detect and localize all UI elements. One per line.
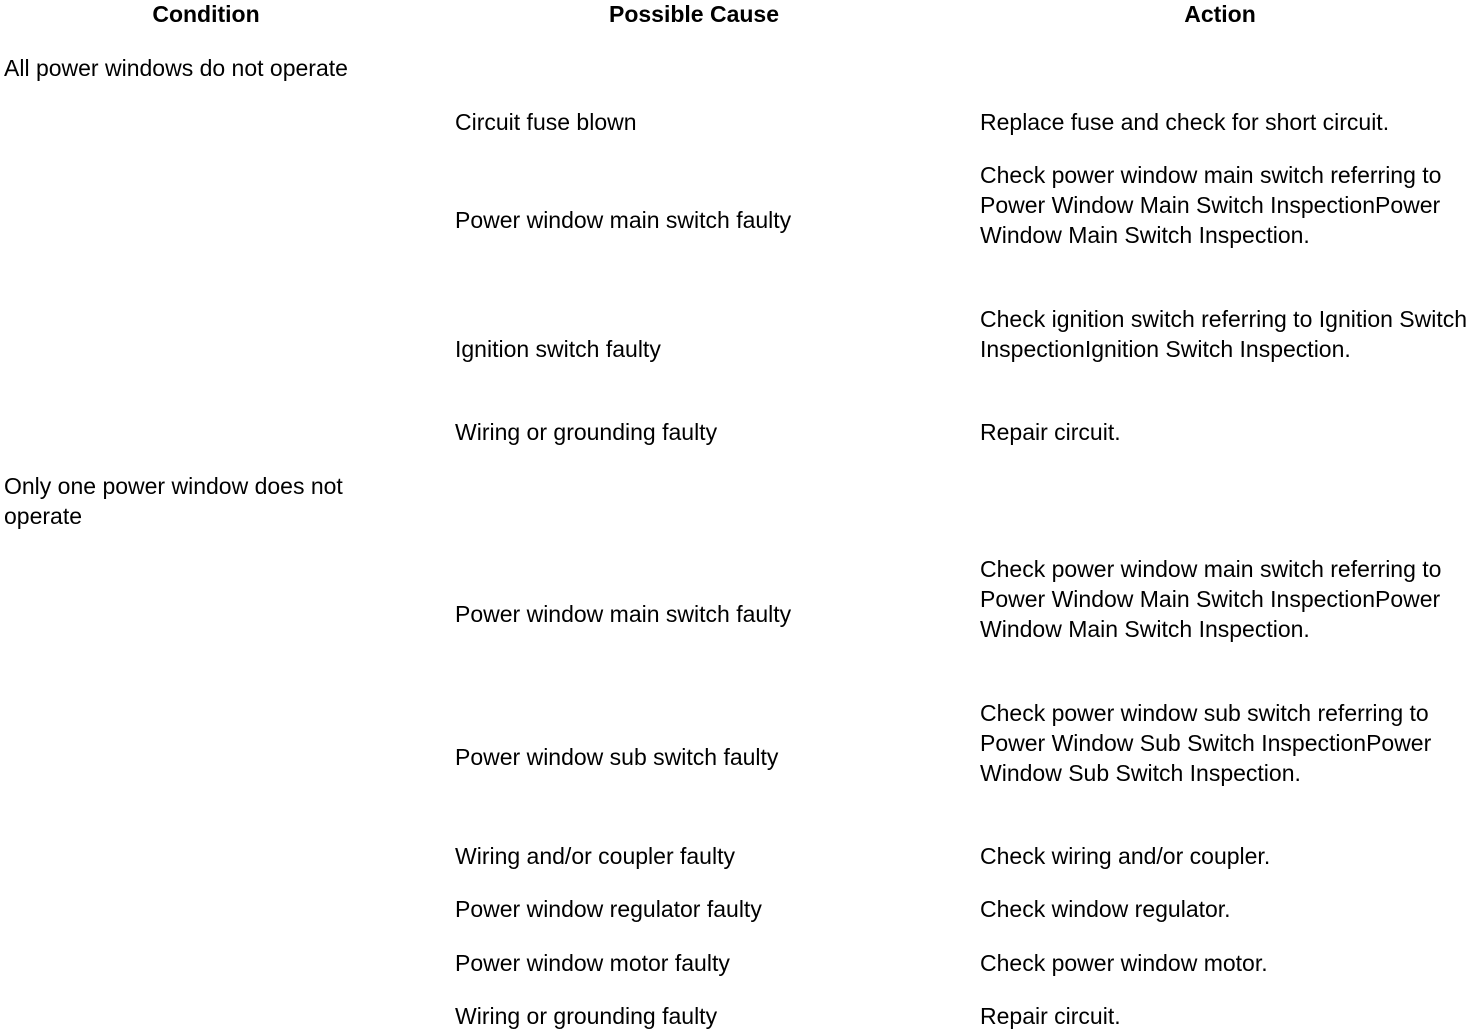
cause-cell: Wiring and/or coupler faulty [455, 843, 735, 869]
cause-cell: Circuit fuse blown [455, 109, 637, 135]
action-cell: Check ignition switch referring to Ignition Switch InspectionIgnition Switch Inspection. [980, 306, 1468, 362]
action-cell: Check power window main switch referring to Power Window Main Switch InspectionPower Window Main Switch Inspection. [980, 556, 1442, 642]
header-action: Action [1184, 1, 1256, 27]
condition-one-window: Only one power window does not operate [4, 473, 343, 529]
action-cell: Check window regulator. [980, 896, 1231, 922]
condition-all-windows: All power windows do not operate [4, 55, 348, 81]
action-cell: Repair circuit. [980, 419, 1121, 445]
cause-cell: Power window regulator faulty [455, 896, 762, 922]
action-cell: Check power window motor. [980, 950, 1268, 976]
cause-cell: Wiring or grounding faulty [455, 419, 718, 445]
action-cell: Replace fuse and check for short circuit. [980, 109, 1390, 135]
cause-cell: Power window main switch faulty [455, 601, 792, 627]
cause-cell: Wiring or grounding faulty [455, 1003, 718, 1029]
cause-cell: Power window sub switch faulty [455, 744, 779, 770]
header-condition: Condition [152, 1, 260, 27]
action-cell: Check wiring and/or coupler. [980, 843, 1271, 869]
cause-cell: Ignition switch faulty [455, 336, 661, 362]
action-cell: Check power window sub switch referring to Power Window Sub Switch InspectionPower Window Sub Switch Inspection. [980, 700, 1432, 786]
cause-cell: Power window main switch faulty [455, 207, 792, 233]
action-cell: Repair circuit. [980, 1003, 1121, 1029]
cause-cell: Power window motor faulty [455, 950, 730, 976]
header-possible-cause: Possible Cause [608, 1, 780, 27]
action-cell: Check power window main switch referring to Power Window Main Switch InspectionPower Window Main Switch Inspection. [980, 162, 1442, 248]
